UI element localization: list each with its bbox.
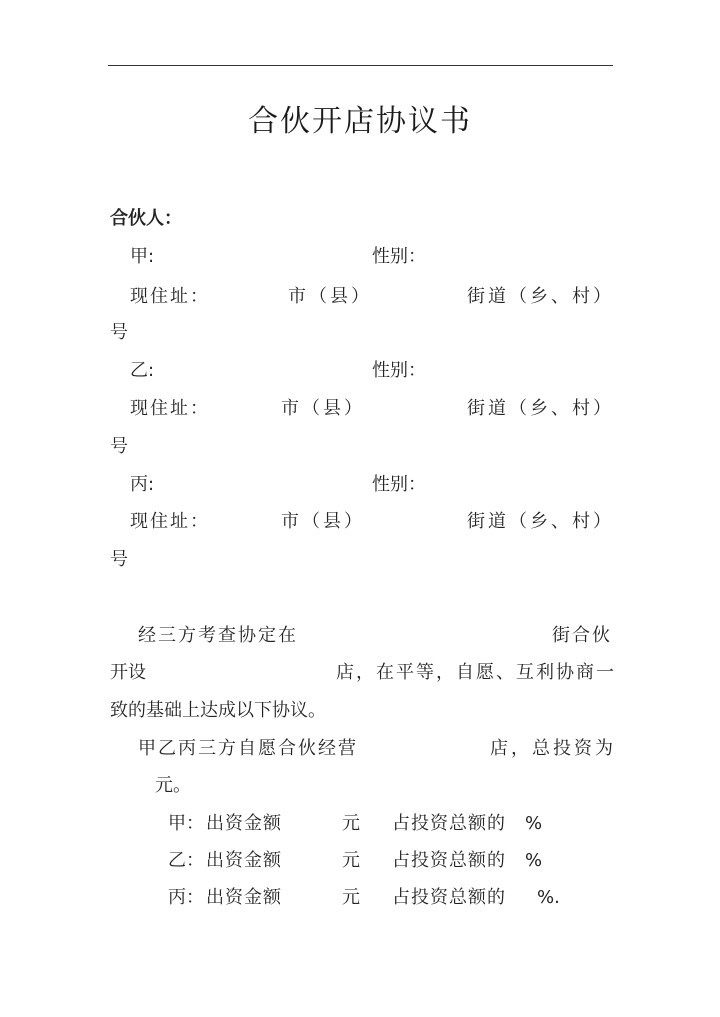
contribution-pct: % xyxy=(525,850,543,871)
partner-a-street-label: 街道（乡、村） xyxy=(467,286,614,307)
contribution-party: 乙： xyxy=(168,850,204,871)
para2-line2: 元。 xyxy=(155,775,191,796)
contribution-unit: 元 xyxy=(342,850,360,871)
contribution-amount-label: 出资金额 xyxy=(206,813,282,834)
para1-line3: 致的基础上达成以下协议。 xyxy=(110,700,326,721)
partner-b-number-label: 号 xyxy=(110,436,128,457)
partner-b-gender-label: 性别： xyxy=(372,360,426,381)
contribution-unit: 元 xyxy=(342,887,360,908)
header-rule xyxy=(108,65,613,66)
contribution-share-label: 占投资总额的 xyxy=(392,850,506,871)
contribution-share-label: 占投资总额的 xyxy=(392,813,506,834)
contribution-pct: % xyxy=(525,813,543,834)
partner-c-city-label: 市（县） xyxy=(281,511,365,532)
para2-line1-left: 甲乙丙三方自愿合伙经营 xyxy=(138,738,358,759)
partner-a-name-label: 甲: xyxy=(130,246,155,267)
para1-line1-right: 街合伙 xyxy=(552,625,612,646)
document-title: 合伙开店协议书 xyxy=(248,104,472,139)
partner-b-name-label: 乙: xyxy=(130,360,155,381)
partner-c-address-label: 现住址： xyxy=(130,511,210,532)
para1-line2-right: 店，在平等，自愿、互利协商一 xyxy=(336,662,616,683)
contribution-share-label: 占投资总额的 xyxy=(392,887,506,908)
partner-a-number-label: 号 xyxy=(110,322,128,343)
contribution-amount-label: 出资金额 xyxy=(206,887,282,908)
partners-heading: 合伙人： xyxy=(110,208,182,229)
partner-a-address-label: 现住址： xyxy=(130,286,210,307)
partner-b-address-label: 现住址： xyxy=(130,398,210,419)
contribution-party: 丙： xyxy=(168,887,204,908)
para1-line2-left: 开设 xyxy=(110,662,146,683)
contribution-unit: 元 xyxy=(342,813,360,834)
partner-c-street-label: 街道（乡、村） xyxy=(467,511,614,532)
partner-c-number-label: 号 xyxy=(110,549,128,570)
partner-a-city-label: 市（县） xyxy=(288,286,372,307)
partner-c-name-label: 丙: xyxy=(130,474,155,495)
contribution-party: 甲： xyxy=(168,813,204,834)
contribution-pct: %. xyxy=(537,887,560,908)
contribution-amount-label: 出资金额 xyxy=(206,850,282,871)
partner-c-gender-label: 性别： xyxy=(372,474,426,495)
partner-a-gender-label: 性别： xyxy=(372,246,426,267)
partner-b-street-label: 街道（乡、村） xyxy=(467,398,614,419)
partner-b-city-label: 市（县） xyxy=(281,398,365,419)
para1-line1-left: 经三方考查协定在 xyxy=(138,625,298,646)
para2-line1-right: 店，总投资为 xyxy=(490,738,616,759)
